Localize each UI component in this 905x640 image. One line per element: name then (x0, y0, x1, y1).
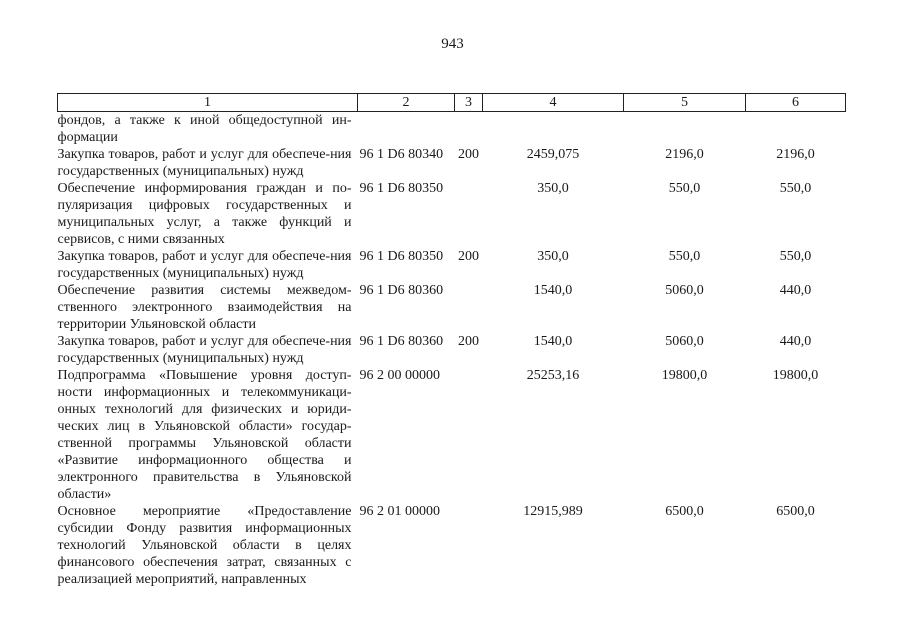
row-code: 96 1 D6 80350 (359, 181, 444, 196)
row-code: 96 1 D6 80350 (359, 249, 444, 264)
table-row (58, 333, 846, 367)
table-row (58, 112, 846, 147)
row-type (455, 282, 483, 333)
row-value-6: 2196,0 (776, 147, 815, 162)
row-description: Обеспечение информирования граждан и по-пуляризация цифровых государственных и муниципальных услуг, а также функций и сервисов, с ними связанных (57, 181, 352, 247)
row-value-4: 350,0 (537, 181, 569, 196)
budget-table (57, 93, 846, 588)
table-row (58, 248, 846, 282)
row-value-5: 6500,0 (665, 504, 704, 519)
row-value-4 (483, 112, 624, 147)
row-description: Подпрограмма «Повышение уровня доступ-ности информационных и телекоммуникаци-онных технологий для физических и юриди-ческих лиц в Ульяновской области» государ-ственной программы Ульяновской области «Развитие информационного общества и электронного правительства в Ульяновской области» (57, 368, 352, 502)
row-value-4: 1540,0 (533, 283, 573, 298)
row-value-5 (624, 112, 746, 147)
row-value-4: 1540,0 (533, 334, 573, 349)
row-value-5: 2196,0 (665, 147, 704, 162)
row-type (455, 112, 483, 147)
row-type (455, 180, 483, 248)
row-value-5: 550,0 (668, 181, 701, 196)
table-header-row (58, 94, 846, 112)
row-value-6: 19800,0 (772, 368, 819, 383)
row-value-4: 12915,989 (523, 504, 583, 519)
row-description: Закупка товаров, работ и услуг для обеспече-ния государственных (муниципальных) нужд (57, 249, 352, 281)
row-value-6 (746, 112, 846, 147)
row-description: Основное мероприятие «Предоставление субсидии Фонду развития информационных технологий Ульяновской области в целях финансового обеспечения затрат, связанных с реализацией мероприятий, направленных (57, 504, 352, 587)
row-value-6: 440,0 (779, 334, 812, 349)
row-description: Закупка товаров, работ и услуг для обеспече-ния государственных (муниципальных) нужд (57, 147, 352, 179)
row-value-6: 440,0 (779, 283, 812, 298)
table-row (58, 503, 846, 588)
row-type (455, 503, 483, 588)
row-value-4: 25253,16 (526, 368, 580, 383)
column-header-2: 2 (358, 94, 455, 112)
row-code: 96 2 00 00000 (359, 368, 440, 383)
row-value-5: 5060,0 (665, 334, 704, 349)
table-row (58, 146, 846, 180)
row-value-6: 550,0 (779, 181, 812, 196)
row-description: фондов, а также к иной общедоступной ин-формации (57, 113, 352, 145)
column-header-5: 5 (624, 94, 746, 112)
row-type: 200 (458, 249, 479, 264)
column-header-3: 3 (455, 94, 483, 112)
row-value-5: 19800,0 (661, 368, 708, 383)
table-row (58, 282, 846, 333)
row-type: 200 (458, 147, 479, 162)
row-value-6: 6500,0 (776, 504, 815, 519)
table-row (58, 367, 846, 503)
row-code: 96 2 01 00000 (359, 504, 440, 519)
row-value-6: 550,0 (779, 249, 812, 264)
row-code (358, 112, 455, 147)
column-header-6: 6 (746, 94, 846, 112)
row-value-4: 350,0 (537, 249, 569, 264)
row-type: 200 (458, 334, 479, 349)
column-header-4: 4 (483, 94, 624, 112)
row-value-4: 2459,075 (526, 147, 580, 162)
row-code: 96 1 D6 80360 (359, 283, 444, 298)
row-value-5: 5060,0 (665, 283, 704, 298)
row-description: Закупка товаров, работ и услуг для обеспече-ния государственных (муниципальных) нужд (57, 334, 352, 366)
row-type (455, 367, 483, 503)
row-value-5: 550,0 (668, 249, 701, 264)
row-code: 96 1 D6 80340 (359, 147, 444, 162)
column-header-1: 1 (58, 94, 358, 112)
row-description: Обеспечение развития системы межведом-ственного электронного взаимодействия на территории Ульяновской области (57, 283, 352, 332)
table-row (58, 180, 846, 248)
row-code: 96 1 D6 80360 (359, 334, 444, 349)
page-number: 943 (441, 36, 464, 52)
